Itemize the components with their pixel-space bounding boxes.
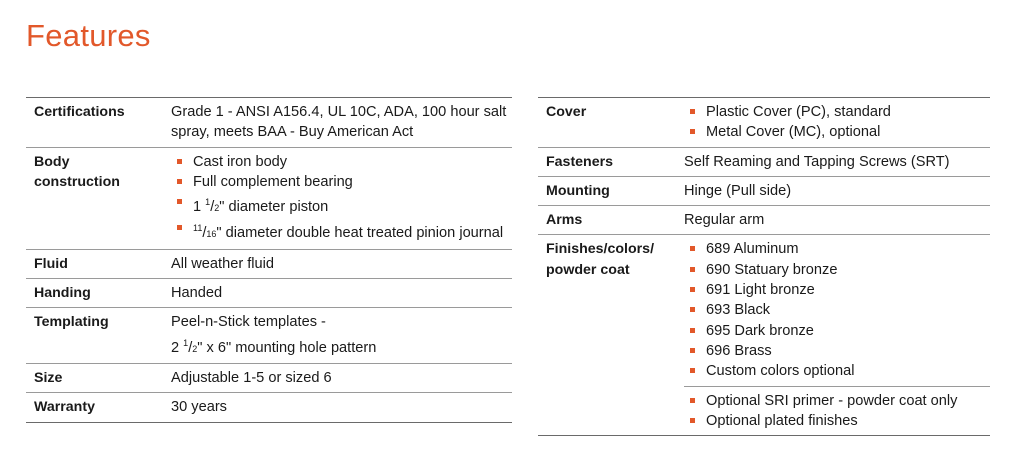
arms-label: Arms xyxy=(546,212,583,229)
finishes-value xyxy=(684,235,990,435)
table-row-cover xyxy=(538,98,990,147)
templating-line1: Peel-n-Stick templates - xyxy=(171,314,326,331)
list-item: 691 Light bronze xyxy=(684,280,990,300)
warranty-value: 30 years xyxy=(171,399,227,416)
table-row-fasteners xyxy=(538,147,990,176)
cover-label: Cover xyxy=(546,104,587,120)
certifications-label: Certifications xyxy=(34,104,125,120)
list-item: Optional SRI primer - powder coat only xyxy=(684,391,990,411)
fraction-whole: 2 xyxy=(171,339,184,356)
fasteners-value: Self Reaming and Tapping Screws (SRT) xyxy=(684,153,950,170)
table-row-arms xyxy=(538,205,990,234)
fasteners-label: Fasteners xyxy=(546,153,614,170)
fraction-numerator: 1 xyxy=(205,197,211,208)
table-row-certifications xyxy=(26,98,512,147)
finishes-options-divider xyxy=(684,386,990,432)
list-item: $^{11}$/16" diameter double heat treated pinion journal xyxy=(171,218,512,244)
fraction-whole: 1 xyxy=(193,199,206,216)
list-item: Custom colors optional xyxy=(684,361,990,381)
templating-line2: 2 $^1$/2" x 6" mounting hole pattern xyxy=(171,337,377,356)
mounting-label: Mounting xyxy=(546,182,610,199)
cover-value xyxy=(684,98,990,147)
table-row-finishes xyxy=(538,234,990,435)
fluid-label: Fluid xyxy=(34,255,68,272)
body-construction-label-line1: Body xyxy=(34,153,70,170)
list-item: Metal Cover (MC), optional xyxy=(684,122,990,142)
templating-line2-text: " x 6" mounting hole pattern xyxy=(197,339,377,356)
list-item: 689 Aluminum xyxy=(684,239,990,259)
templating-label: Templating xyxy=(34,314,109,331)
list-item: 693 Black xyxy=(684,300,990,320)
list-item: 695 Dark bronze xyxy=(684,321,990,341)
finishes-label-line1: Finishes/colors/ xyxy=(546,241,655,258)
fraction-denominator: 16 xyxy=(206,229,217,240)
templating-value xyxy=(171,308,512,363)
table-row-body-construction xyxy=(26,147,512,249)
table-row-warranty xyxy=(26,392,512,421)
list-item-text: " diameter double heat treated pinion journal xyxy=(216,225,504,242)
table-row-mounting xyxy=(538,176,990,205)
size-label: Size xyxy=(34,369,63,386)
handing-value: Handed xyxy=(171,285,223,302)
features-table-right xyxy=(538,97,990,436)
mounting-value: Hinge (Pull side) xyxy=(684,182,792,199)
finishes-label xyxy=(538,235,684,435)
fraction-denominator: 2 xyxy=(214,203,220,214)
fraction-numerator: 11 xyxy=(193,223,203,234)
table-row-templating xyxy=(26,307,512,363)
list-item: Optional plated finishes xyxy=(684,411,990,431)
list-item: Cast iron body xyxy=(171,152,512,172)
certifications-value: Grade 1 - ANSI A156.4, UL 10C, ADA, 100 hour salt spray, meets BAA - Buy American Act xyxy=(171,104,507,141)
handing-label: Handing xyxy=(34,285,91,302)
list-item: Plastic Cover (PC), standard xyxy=(684,102,990,122)
list-item-text: " diameter piston xyxy=(219,199,329,216)
body-construction-label xyxy=(26,148,171,249)
size-value: Adjustable 1-5 or sized 6 xyxy=(171,369,332,386)
fraction-numerator: 1 xyxy=(183,337,189,348)
features-table-left xyxy=(26,97,512,423)
finishes-label-line2: powder coat xyxy=(546,261,630,278)
body-construction-label-line2: construction xyxy=(34,173,120,190)
list-item: Full complement bearing xyxy=(171,172,512,192)
warranty-label: Warranty xyxy=(34,399,95,416)
page-title: Features xyxy=(26,18,151,53)
table-row-handing xyxy=(26,278,512,307)
arms-value: Regular arm xyxy=(684,212,765,229)
list-item: 696 Brass xyxy=(684,341,990,361)
fraction-denominator: 2 xyxy=(192,343,198,354)
list-item: 690 Statuary bronze xyxy=(684,260,990,280)
list-item: 1 $^1$/2" diameter piston xyxy=(171,192,512,218)
table-row-size xyxy=(26,363,512,392)
body-construction-value xyxy=(171,148,512,249)
table-row-fluid xyxy=(26,249,512,278)
fluid-value: All weather fluid xyxy=(171,255,275,272)
